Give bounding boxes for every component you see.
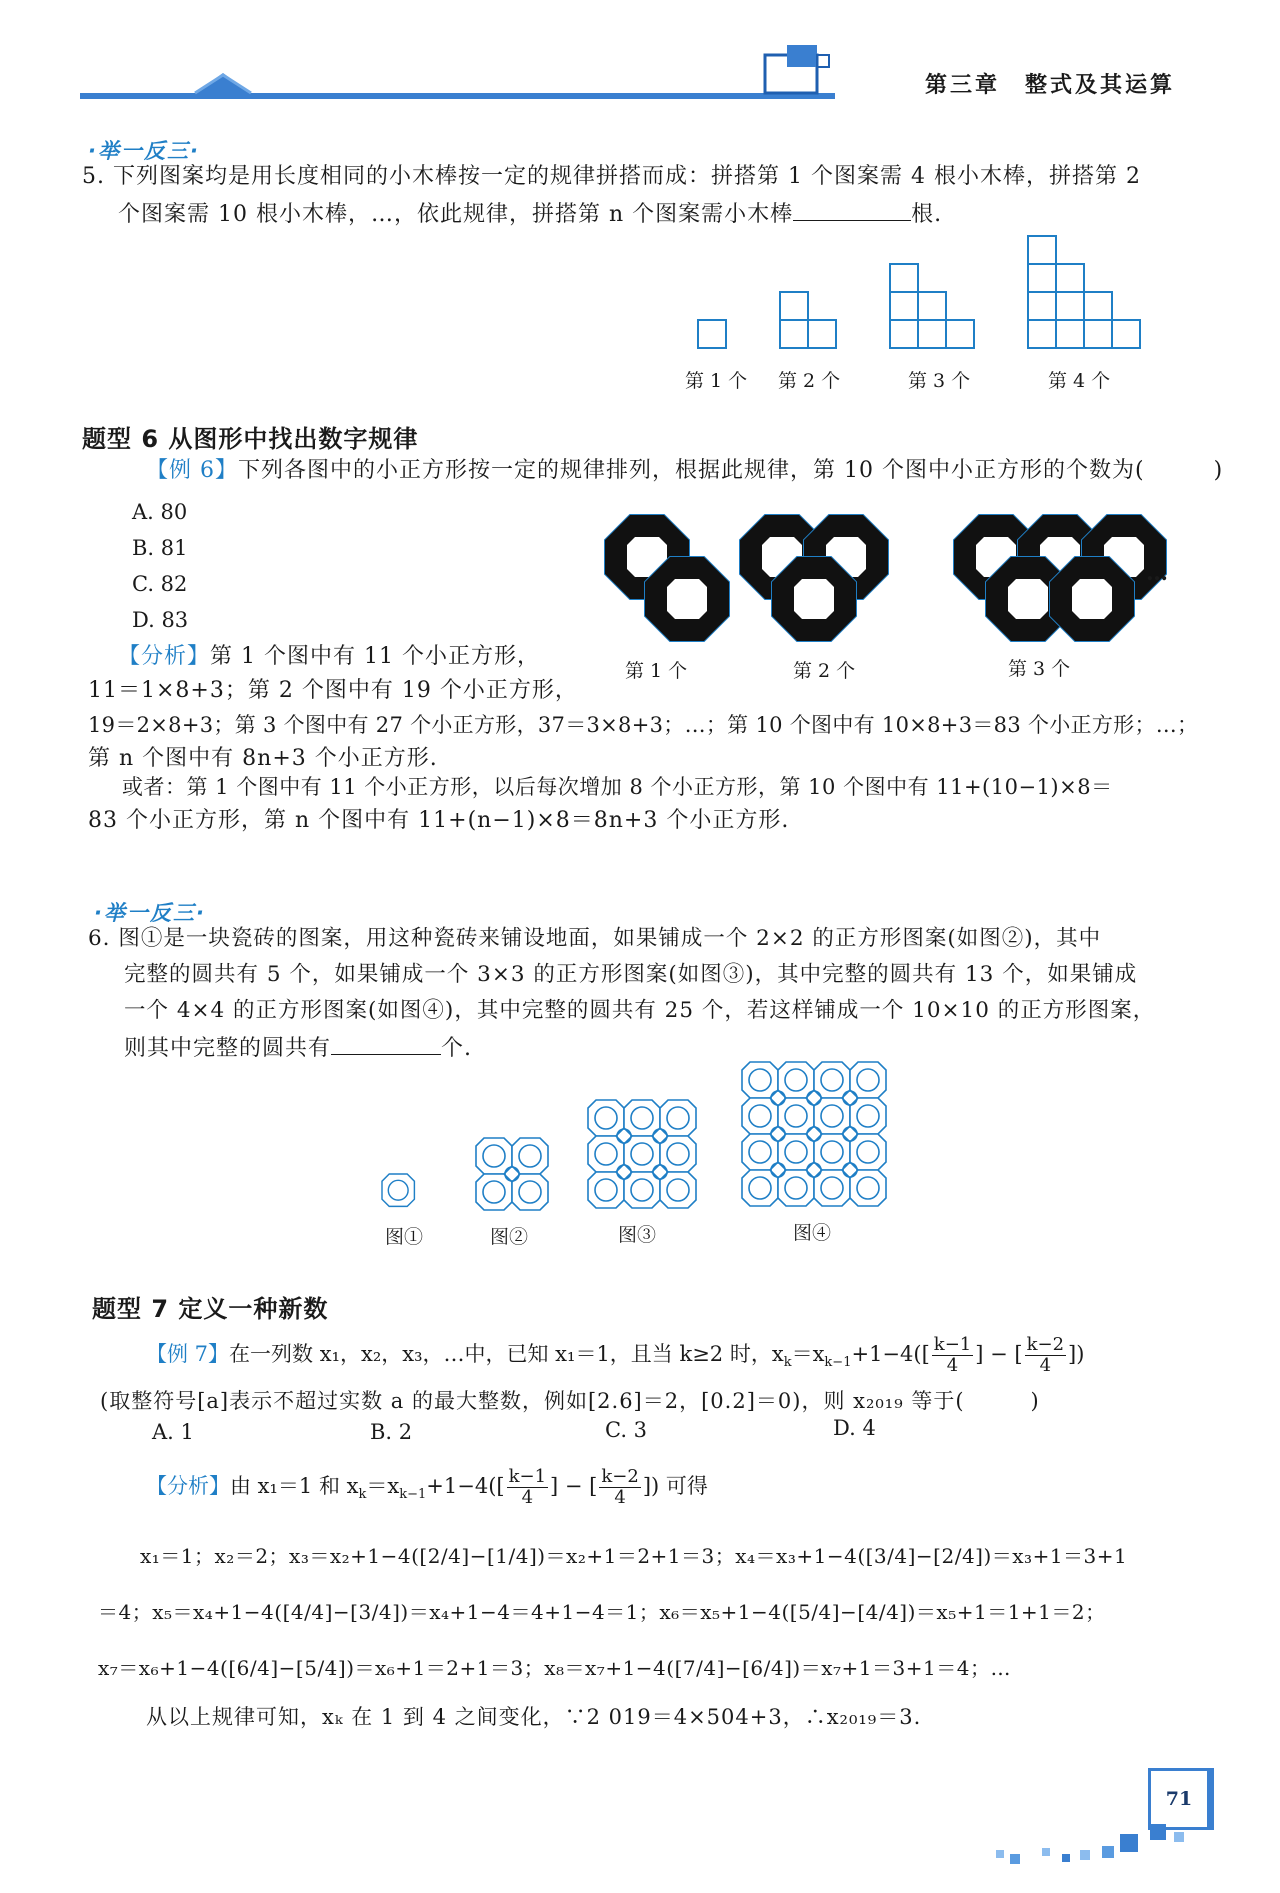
ex6-caption-2: 第 2 个 (793, 660, 856, 682)
q5-caption-4: 第 4 个 (1048, 370, 1111, 392)
q6-caption-1: 图① (385, 1226, 424, 1248)
ex7-stem: 【例 7】在一列数 x₁，x₂，x₃，…中，已知 x₁＝1，且当 k≥2 时，$x_k=x_{k-1}+1-4$([ $\frac{k-1}{4}$ ] − [ $\frac{k-2}{4}$ ]) (146, 1334, 1085, 1376)
ex7-option-c[interactable]: C. 3 (605, 1418, 648, 1442)
ex7-frac2-num: k−2 (1026, 1334, 1065, 1355)
chapter-title: 第三章 整式及其运算 (925, 72, 1176, 98)
ex7-an-frac1-num: k−1 (508, 1466, 547, 1487)
ex7-stem-d: ]) (1068, 1342, 1085, 1366)
ex7-analysis-b: ＝x (366, 1474, 400, 1498)
q5-caption-1: 第 1 个 (685, 370, 748, 392)
ex7-stem-a: 在一列数 x₁，x₂，x₃，…中，已知 x₁＝1，且当 k≥2 时，x (229, 1342, 784, 1366)
ex6-analysis-line4: 第 n 个图中有 8n+3 个小正方形. (88, 746, 438, 771)
q5-caption-3: 第 3 个 (908, 370, 971, 392)
ex7-frac1-num: k−1 (933, 1334, 972, 1355)
q6-tile-figures (370, 1058, 890, 1228)
q6-answer-blank[interactable] (331, 1032, 441, 1055)
ex7-option-b[interactable]: B. 2 (370, 1420, 413, 1444)
q6-line3: 一个 4×4 的正方形图案(如图④)，其中完整的圆共有 25 个，若这样铺成一个 10×10 的正方形图案， (124, 998, 1156, 1023)
ex6-analysis-line5: 或者：第 1 个图中有 11 个小正方形，以后每次增加 8 个小正方形，第 10 个图中有 11+(10−1)×8＝ (122, 775, 1113, 799)
ex7-stem-c: +1−4([ (851, 1342, 930, 1366)
practice-badge: ·举一反三· (88, 139, 200, 163)
q6-caption-3: 图③ (618, 1224, 657, 1246)
ex7-line2: (取整符号[a]表示不超过实数 a 的最大整数，例如[2.6]＝2，[0.2]＝0)，则 x₂₀₁₉ 等于( ) (100, 1389, 1040, 1413)
ex7-analysis-fraction-2 (599, 1467, 640, 1508)
ex6-option-d[interactable]: D. 83 (132, 608, 189, 632)
ex7-tag: 【例 7】 (146, 1342, 230, 1366)
ex7-conclusion: 从以上规律可知，xₖ 在 1 到 4 之间变化，∵2 019＝4×504+3，∴x₂₀₁₉＝3. (146, 1705, 922, 1729)
page-header (0, 0, 1280, 110)
ex7-analysis-fraction-1 (507, 1467, 548, 1508)
ex6-option-b[interactable]: B. 81 (132, 536, 188, 560)
ex7-solution-line3: x₇＝x₆+1−4([6/4]−[5/4])＝x₆+1＝2+1＝3；x₈＝x₇+1−4([7/4]−[6/4])＝x₇+1＝3+1＝4；… (98, 1656, 1011, 1680)
ex7-option-a[interactable]: A. 1 (152, 1420, 194, 1444)
q6-line4-end: 个. (441, 1036, 473, 1061)
practice-badge-2: ·举一反三· (94, 901, 206, 925)
ex7-an-frac2-den: 4 (614, 1487, 626, 1508)
ex6-analysis-tag: 【分析】 (118, 644, 211, 669)
q5-line1: 5. 下列图案均是用长度相同的小木棒按一定的规律拼搭而成：拼搭第 1 个图案需 4 根小木棒，拼搭第 2 (82, 164, 1141, 189)
ex6-more-dots: … (1146, 560, 1169, 586)
q5-answer-blank[interactable] (793, 198, 911, 221)
q5-stick-figures (690, 228, 1150, 358)
ex7-an-frac2-num: k−2 (601, 1466, 639, 1487)
ex7-analysis-line1: 【分析】由 x₁＝1 和 $x_k=x_{k-1}+1-4$([ $\frac{k-1}{4}$ ] − [ $\frac{k-2}{4}$ ]) 可得 (146, 1466, 708, 1508)
q5-line2-text: 个图案需 10 根小木棒，…，依此规律，拼搭第 n 个图案需小木棒 (118, 202, 794, 227)
ex6-analysis-text1: 第 1 个图中有 11 个小正方形， (210, 644, 540, 669)
ex7-frac2-den: 4 (1039, 1355, 1052, 1376)
q5-line2-end: 根. (911, 202, 943, 227)
ex7-fraction-1 (932, 1335, 973, 1376)
ex6-analysis-line3: 19＝2×8+3；第 3 个图中有 27 个小正方形，37＝3×8+3；…；第 10 个图中有 10×8+3＝83 个小正方形；…； (88, 713, 1199, 737)
ex6-tag: 【例 6】 (146, 458, 238, 483)
ex7-analysis-a: 由 x₁＝1 和 x (230, 1474, 359, 1498)
ex7-analysis-c: +1−4([ (426, 1474, 505, 1498)
section-6-title: 题型 6 从图形中找出数字规律 (82, 425, 419, 453)
footer-decoration (990, 1820, 1210, 1870)
ex7-an-frac1-den: 4 (521, 1487, 534, 1508)
q5-caption-2: 第 2 个 (778, 370, 841, 392)
ex7-analysis-tag: 【分析】 (146, 1474, 230, 1498)
ex7-analysis-d: ]) 可得 (642, 1474, 708, 1498)
ex6-analysis-line2: 11＝1×8+3；第 2 个图中有 19 个小正方形， (88, 678, 578, 703)
ex6-option-c[interactable]: C. 82 (132, 572, 188, 596)
ex6-analysis-line6: 83 个小正方形，第 n 个图中有 11+(n−1)×8＝8n+3 个小正方形. (88, 808, 790, 833)
q6-line1: 6. 图①是一块瓷砖的图案，用这种瓷砖来铺设地面，如果铺成一个 2×2 的正方形图案(如图②)，其中 (88, 926, 1102, 951)
ex6-option-a[interactable]: A. 80 (132, 500, 188, 524)
q6-caption-2: 图② (490, 1226, 529, 1248)
ex6-analysis-line1 (118, 640, 540, 674)
q5-line2 (118, 198, 942, 232)
q6-caption-4: 图④ (793, 1222, 832, 1244)
section-7-title: 题型 7 定义一种新数 (92, 1295, 329, 1323)
ex6-stem-text: 下列各图中的小正方形按一定的规律排列，根据此规律，第 10 个图中小正方形的个数为( ) (238, 458, 1224, 483)
ex6-caption-3: 第 3 个 (1008, 658, 1071, 680)
ex7-stem-b: ＝x (791, 1342, 825, 1366)
ex6-caption-1: 第 1 个 (625, 660, 688, 682)
header-decoration (75, 25, 855, 105)
q6-line2: 完整的圆共有 5 个，如果铺成一个 3×3 的正方形图案(如图③)，其中完整的圆共有 13 个，如果铺成 (124, 962, 1138, 987)
ex7-frac1-den: 4 (946, 1355, 959, 1376)
ex7-solution-line2: ＝4；x₅＝x₄+1−4([4/4]−[3/4])＝x₄+1−4＝4+1−4＝1；x₆＝x₅+1−4([5/4]−[4/4])＝x₅+1＝1+1＝2； (98, 1600, 1106, 1624)
ex6-octagon-figures (600, 505, 1180, 655)
ex7-option-d[interactable]: D. 4 (833, 1416, 876, 1440)
ex6-stem (146, 454, 1223, 488)
ex7-solution-line1: x₁＝1；x₂＝2；x₃＝x₂+1−4([2/4]−[1/4])＝x₂+1＝2+1＝3；x₄＝x₃+1−4([3/4]−[2/4])＝x₃+1＝3+1 (140, 1544, 1128, 1568)
ex7-fraction-2 (1025, 1335, 1066, 1376)
q6-line4-text: 则其中完整的圆共有 (124, 1036, 332, 1061)
page-number: 71 (1165, 1788, 1193, 1810)
